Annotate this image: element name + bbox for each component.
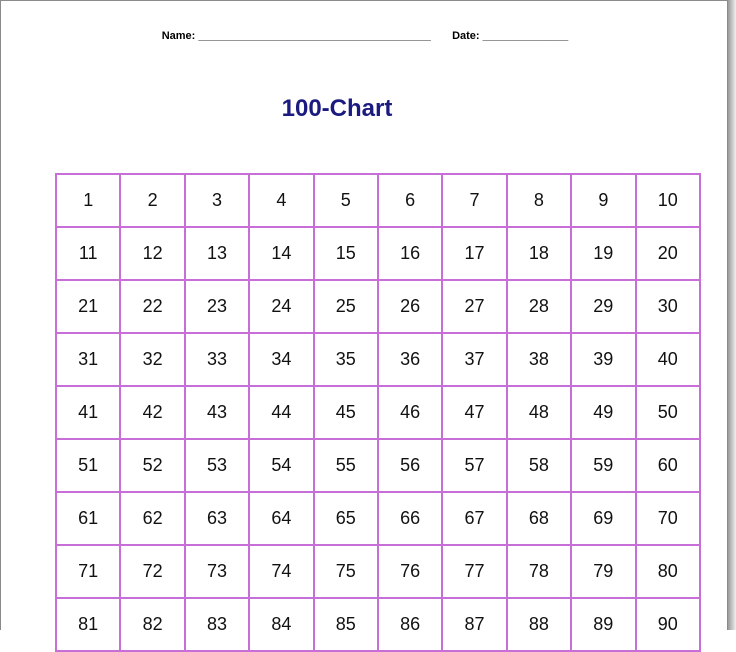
grid-cell: 4 bbox=[249, 174, 313, 227]
grid-cell: 49 bbox=[571, 386, 635, 439]
grid-cell: 31 bbox=[56, 333, 120, 386]
name-label: Name: bbox=[161, 30, 196, 42]
grid-cell: 76 bbox=[378, 545, 442, 598]
grid-cell: 85 bbox=[314, 598, 378, 651]
grid-cell: 19 bbox=[571, 227, 635, 280]
grid-cell: 25 bbox=[314, 280, 378, 333]
grid-cell: 87 bbox=[442, 598, 506, 651]
grid-cell: 16 bbox=[378, 227, 442, 280]
grid-cell: 84 bbox=[249, 598, 313, 651]
grid-cell: 71 bbox=[56, 545, 120, 598]
name-date-header bbox=[1, 30, 729, 42]
grid-cell: 26 bbox=[378, 280, 442, 333]
grid-cell: 88 bbox=[507, 598, 571, 651]
grid-cell: 67 bbox=[442, 492, 506, 545]
grid-cell: 8 bbox=[507, 174, 571, 227]
grid-cell: 50 bbox=[636, 386, 700, 439]
grid-cell: 63 bbox=[185, 492, 249, 545]
grid-cell: 29 bbox=[571, 280, 635, 333]
grid-cell: 39 bbox=[571, 333, 635, 386]
grid-row bbox=[56, 386, 700, 439]
grid-cell: 81 bbox=[56, 598, 120, 651]
grid-cell: 22 bbox=[120, 280, 184, 333]
grid-cell: 3 bbox=[185, 174, 249, 227]
grid-cell: 38 bbox=[507, 333, 571, 386]
grid-cell: 59 bbox=[571, 439, 635, 492]
grid-cell: 7 bbox=[442, 174, 506, 227]
grid-cell: 78 bbox=[507, 545, 571, 598]
grid-cell: 13 bbox=[185, 227, 249, 280]
grid-cell: 23 bbox=[185, 280, 249, 333]
grid-cell: 54 bbox=[249, 439, 313, 492]
grid-cell: 33 bbox=[185, 333, 249, 386]
grid-cell: 86 bbox=[378, 598, 442, 651]
grid-cell: 6 bbox=[378, 174, 442, 227]
grid-cell: 44 bbox=[249, 386, 313, 439]
grid-row bbox=[56, 280, 700, 333]
grid-cell: 55 bbox=[314, 439, 378, 492]
grid-cell: 11 bbox=[56, 227, 120, 280]
grid-cell: 62 bbox=[120, 492, 184, 545]
grid-cell: 43 bbox=[185, 386, 249, 439]
grid-cell: 36 bbox=[378, 333, 442, 386]
grid-cell: 10 bbox=[636, 174, 700, 227]
grid-cell: 74 bbox=[249, 545, 313, 598]
grid-cell: 89 bbox=[571, 598, 635, 651]
grid-cell: 57 bbox=[442, 439, 506, 492]
grid-cell: 70 bbox=[636, 492, 700, 545]
grid-cell: 75 bbox=[314, 545, 378, 598]
date-blank-line: ______________ bbox=[482, 30, 569, 42]
grid-cell: 82 bbox=[120, 598, 184, 651]
grid-cell: 40 bbox=[636, 333, 700, 386]
grid-cell: 79 bbox=[571, 545, 635, 598]
grid-cell: 58 bbox=[507, 439, 571, 492]
date-label: Date: bbox=[452, 30, 480, 42]
grid-cell: 60 bbox=[636, 439, 700, 492]
grid-row bbox=[56, 174, 700, 227]
grid-cell: 27 bbox=[442, 280, 506, 333]
grid-cell: 9 bbox=[571, 174, 635, 227]
grid-cell: 15 bbox=[314, 227, 378, 280]
grid-cell: 37 bbox=[442, 333, 506, 386]
grid-row bbox=[56, 545, 700, 598]
grid-cell: 32 bbox=[120, 333, 184, 386]
grid-cell: 21 bbox=[56, 280, 120, 333]
grid-cell: 30 bbox=[636, 280, 700, 333]
hundred-chart-grid bbox=[55, 173, 701, 652]
grid-cell: 65 bbox=[314, 492, 378, 545]
grid-row bbox=[56, 439, 700, 492]
grid-row bbox=[56, 492, 700, 545]
grid-cell: 64 bbox=[249, 492, 313, 545]
grid-cell: 69 bbox=[571, 492, 635, 545]
grid-cell: 20 bbox=[636, 227, 700, 280]
grid-cell: 90 bbox=[636, 598, 700, 651]
grid-row bbox=[56, 598, 700, 651]
grid-cell: 61 bbox=[56, 492, 120, 545]
grid-cell: 53 bbox=[185, 439, 249, 492]
grid-cell: 83 bbox=[185, 598, 249, 651]
name-blank-line: ______________________________________ bbox=[198, 30, 431, 42]
page-edge-shadow bbox=[728, 0, 736, 630]
grid-cell: 14 bbox=[249, 227, 313, 280]
grid-cell: 80 bbox=[636, 545, 700, 598]
grid-cell: 72 bbox=[120, 545, 184, 598]
grid-cell: 47 bbox=[442, 386, 506, 439]
grid-cell: 5 bbox=[314, 174, 378, 227]
grid-cell: 24 bbox=[249, 280, 313, 333]
grid-cell: 28 bbox=[507, 280, 571, 333]
grid-cell: 48 bbox=[507, 386, 571, 439]
grid-cell: 35 bbox=[314, 333, 378, 386]
grid-cell: 51 bbox=[56, 439, 120, 492]
grid-cell: 2 bbox=[120, 174, 184, 227]
grid-cell: 66 bbox=[378, 492, 442, 545]
grid-cell: 12 bbox=[120, 227, 184, 280]
grid-cell: 41 bbox=[56, 386, 120, 439]
grid-cell: 17 bbox=[442, 227, 506, 280]
grid-row bbox=[56, 227, 700, 280]
grid-cell: 68 bbox=[507, 492, 571, 545]
grid-cell: 77 bbox=[442, 545, 506, 598]
page-title: 100-Chart bbox=[281, 95, 393, 122]
grid-cell: 45 bbox=[314, 386, 378, 439]
grid-cell: 46 bbox=[378, 386, 442, 439]
grid-cell: 73 bbox=[185, 545, 249, 598]
grid-row bbox=[56, 333, 700, 386]
grid-cell: 34 bbox=[249, 333, 313, 386]
grid-cell: 56 bbox=[378, 439, 442, 492]
grid-cell: 18 bbox=[507, 227, 571, 280]
grid-cell: 42 bbox=[120, 386, 184, 439]
grid-cell: 1 bbox=[56, 174, 120, 227]
grid-cell: 52 bbox=[120, 439, 184, 492]
